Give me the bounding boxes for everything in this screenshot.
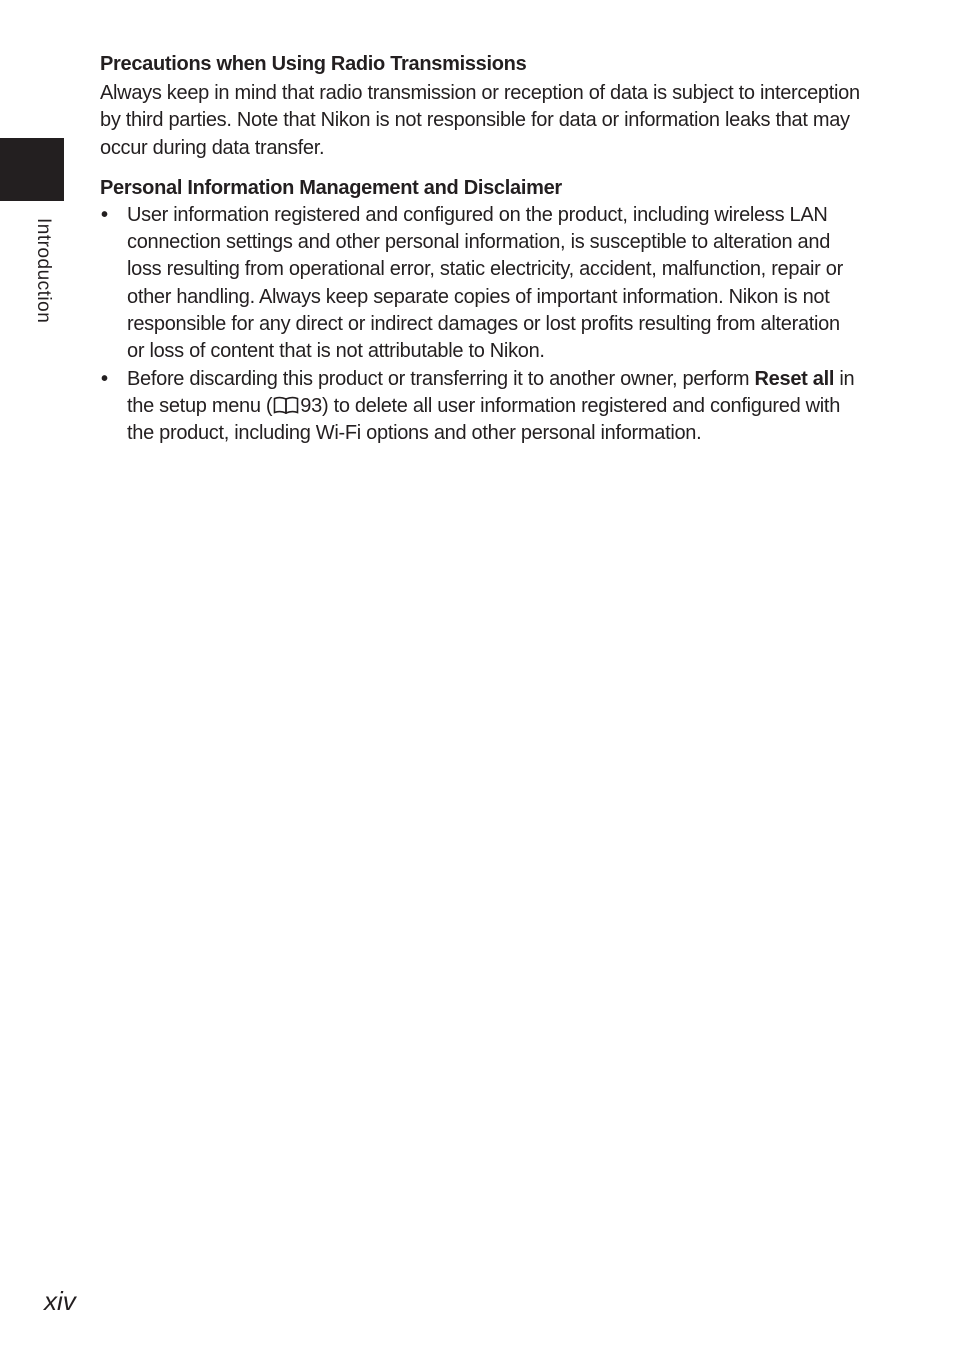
radio-transmissions-section [100, 50, 860, 162]
bullet-icon: • [101, 367, 108, 390]
chapter-label: Introduction [33, 218, 54, 324]
book-reference-icon [273, 396, 299, 414]
list-item-text-after: ) to delete all user information registered and configured with the product, including Wi-Fi options and other personal information. [127, 394, 841, 445]
radio-transmissions-heading: Precautions when Using Radio Transmissions [100, 53, 527, 75]
personal-info-section [100, 174, 860, 448]
list-item-text-before: Before discarding this product or transferring it to another owner, perform [127, 367, 755, 390]
personal-info-list [100, 202, 860, 448]
list-item-text-middle: in the setup menu ( [127, 367, 855, 417]
reset-all-term: Reset all [754, 367, 835, 390]
list-item-text: User information registered and configured on the product, including wireless LAN connection settings and other personal information, is susceptible to alteration and loss resulting from operational error, static electricity, accident, malfunction, repair or other handling. Always keep separate copies of important information. Nikon is not responsible for any direct or indirect damages or lost profits resulting from alteration or loss of content that is not attributable to Nikon. [127, 203, 843, 363]
page-number: xiv [44, 1286, 76, 1316]
bullet-icon: • [101, 203, 108, 226]
page-reference-link[interactable]: 93 [300, 394, 322, 417]
list-item [100, 202, 860, 366]
chapter-tab-marker [0, 138, 64, 201]
page-content [100, 50, 860, 448]
list-item [100, 366, 860, 448]
radio-transmissions-body: Always keep in mind that radio transmission or reception of data is subject to interception by third parties. Note that Nikon is not responsible for data or information leaks that may occur during data transfer. [100, 82, 860, 159]
personal-info-heading: Personal Information Management and Disclaimer [100, 176, 562, 199]
